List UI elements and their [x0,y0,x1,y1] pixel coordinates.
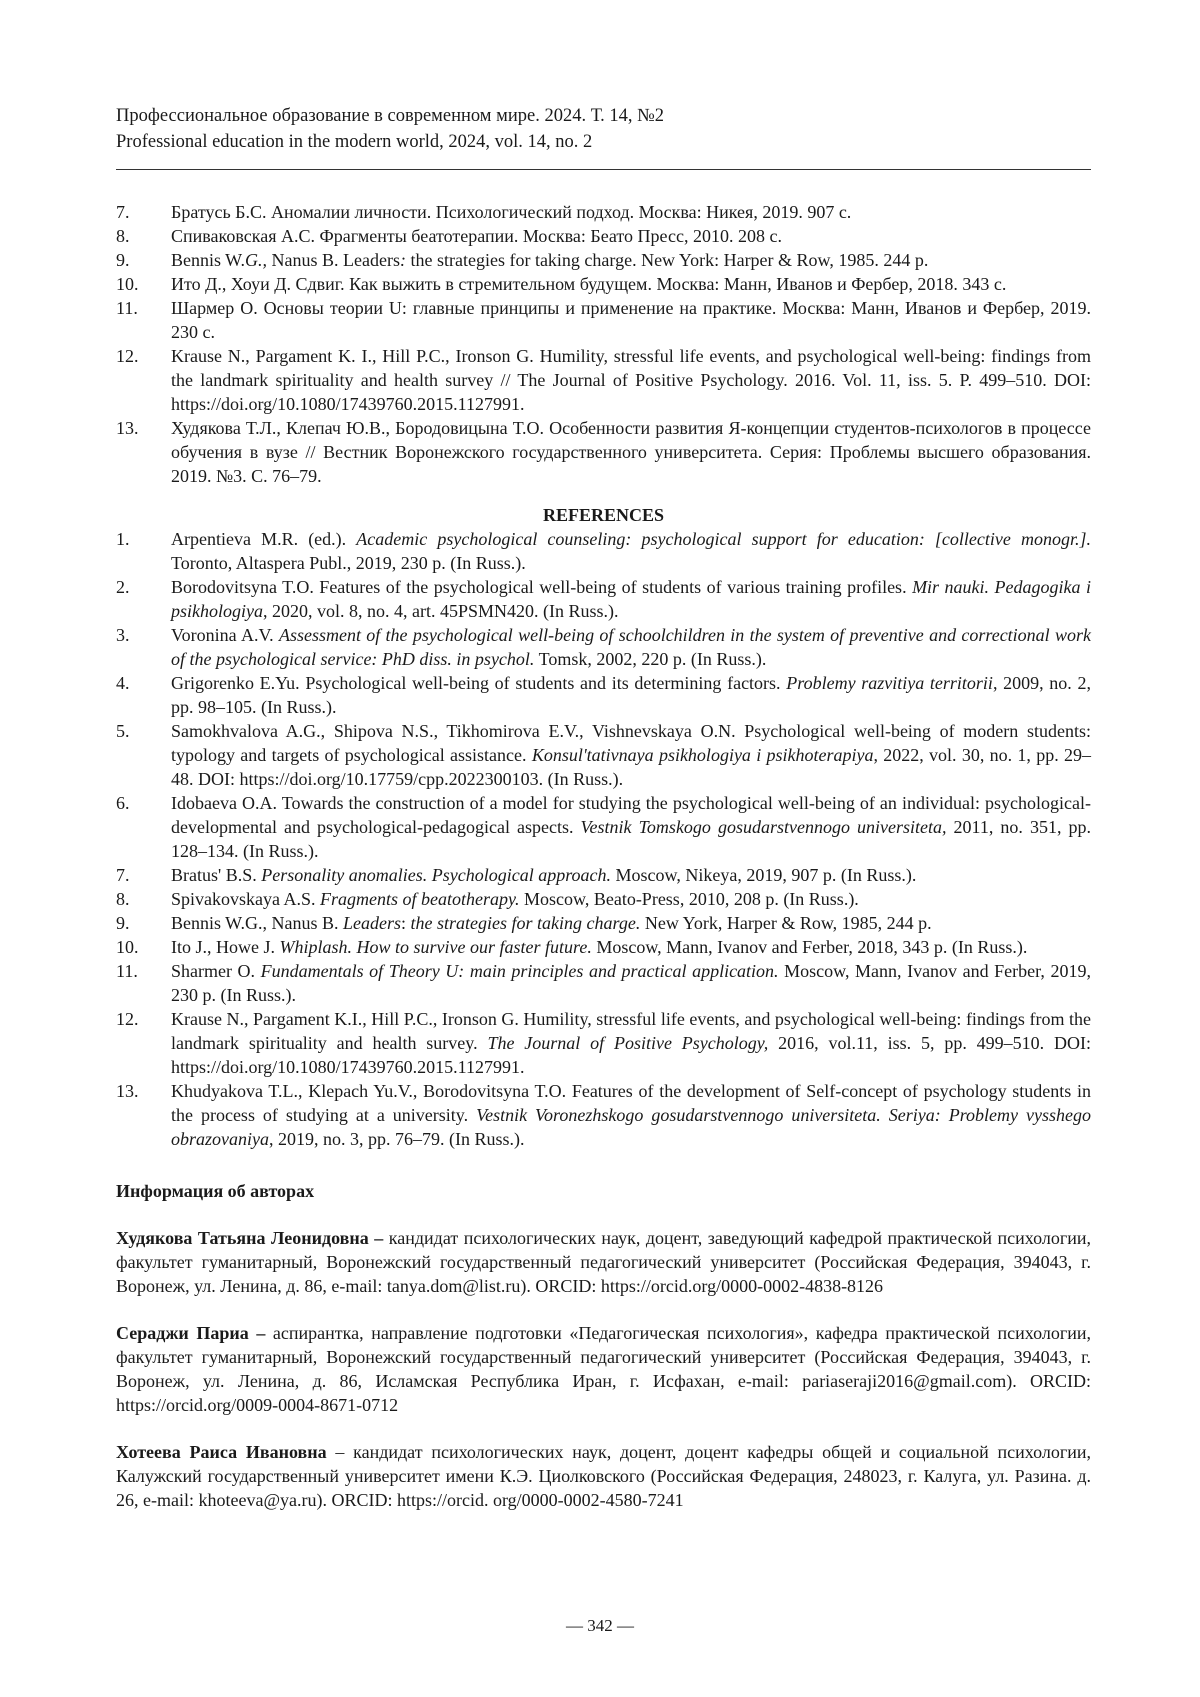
reference-italic-segment: : [400,250,406,270]
reference-text [171,527,1091,575]
authors-heading: Информация об авторах [116,1179,1091,1203]
russian-reference-item [116,224,1091,248]
reference-italic-segment: Mir nauki. Pedagogika i psikhologiya [171,577,1091,621]
main-content [116,200,1091,1512]
reference-number: 2. [116,575,171,623]
author-name: Хотеева Раиса Ивановна [116,1442,327,1462]
reference-segment: , 2009, no. 2, pp. 98–105. (In Russ.). [171,673,1091,717]
reference-item [116,527,1091,575]
reference-number: 8. [116,224,171,248]
reference-segment: Спиваковская А.С. Фрагменты беатотерапии. Москва: Беато Пресс, 2010. 208 с. [171,226,782,246]
reference-item [116,863,1091,887]
reference-number: 10. [116,272,171,296]
reference-text [171,623,1091,671]
author-entry [116,1440,1091,1512]
reference-text [171,296,1091,344]
russian-reference-item [116,344,1091,416]
russian-reference-item [116,296,1091,344]
reference-text [171,1079,1091,1151]
reference-item [116,719,1091,791]
reference-text [171,575,1091,623]
page [0,0,1200,1697]
reference-italic-segment: Problemy razvitiya territorii [786,673,993,693]
reference-number: 11. [116,296,171,344]
reference-segment: Bennis W.G., Nanus B. [171,913,343,933]
reference-text [171,911,1091,935]
reference-italic-segment: Fragments of beatotherapy. [320,889,519,909]
reference-segment: , 2022, vol. 30, no. 1, pp. 29–48. DOI: https://doi.org/10.17759/cpp.2022300103. (In Russ.). [171,745,1091,789]
reference-segment: Krause N., Pargament K.I., Hill P.C., Ironson G. Humility, stressful life events, and psychological well-being: findings from the landmark spirituality and health survey. [171,1009,1091,1053]
reference-segment: Khudyakova T.L., Klepach Yu.V., Borodovitsyna T.O. Features of the development of Self-concept of psychology students in the process of studying at a university. [171,1081,1091,1125]
author-list [116,1226,1091,1512]
reference-text [171,272,1091,296]
reference-text [171,863,1091,887]
reference-segment: Spivakovskaya A.S. [171,889,320,909]
reference-segment: New York, Harper & Row, 1985, 244 p. [640,913,931,933]
reference-italic-segment: Vestnik Voronezhskogo gosudarstvennogo universiteta. Seriya: Problemy vysshego obrazovaniya [171,1105,1091,1149]
reference-segment: , 2019, no. 3, pp. 76–79. (In Russ.). [269,1129,525,1149]
reference-italic-segment: The Journal of Positive Psychology, [487,1033,768,1053]
page-number: — 342 — [0,1616,1200,1636]
reference-number: 3. [116,623,171,671]
reference-number: 10. [116,935,171,959]
reference-italic-segment: Personality anomalies. Psychological approach. [261,865,611,885]
journal-header-ru: Профессиональное образование в современном мире. 2024. Т. 14, №2 [116,103,1091,129]
reference-number: 6. [116,791,171,863]
reference-segment: Tomsk, 2002, 220 p. (In Russ.). [534,649,766,669]
reference-segment: Samokhvalova A.G., Shipova N.S., Tikhomirova E.V., Vishnevskaya O.N. Psychological well-being of modern students: typology and targets of psychological assistance. [171,721,1091,765]
reference-number: 9. [116,911,171,935]
reference-segment: Bratus' B.S. [171,865,261,885]
reference-segment: Sharmer O. [171,961,261,981]
reference-italic-segment: Konsul'tativnaya psikhologiya i psikhoterapiya [532,745,874,765]
reference-item [116,1079,1091,1151]
reference-segment: Krause N., Pargament K. I., Hill P.C., Ironson G. Humility, stressful life events, and psychological well-being: findings from the landmark spirituality and health survey // The Journal of Positive Psychology. 2016. Vol. 11, iss. 5. P. 499–510. DOI: https://doi.org/10.1080/17439760.2015.1127991. [171,346,1091,414]
reference-number: 13. [116,416,171,488]
reference-italic-segment: Vestnik Tomskogo gosudarstvennogo universiteta, [581,817,947,837]
reference-segment: Idobaeva O.A. Towards the construction of a model for studying the psychological well-being of an individual: psychological-developmental and psychological-pedagogical aspects. [171,793,1091,837]
reference-segment: Borodovitsyna T.O. Features of the psychological well-being of students of various training profiles. [171,577,912,597]
author-details: кандидат психологических наук, доцент, заведующий кафедрой практической психологии, факультет гуманитарный, Воронежский государственный педагогический университет (Российская Федерация, 394043, г. Воронеж, ул. Ленина, д. 86, e-mail: tanya.dom@list.ru). ORCID: https://orcid.org/0000-0002-4838-8126 [116,1228,1091,1296]
reference-segment: 2016, vol.11, iss. 5, pp. 499–510. DOI: https://doi.org/10.1080/17439760.2015.1127991. [171,1033,1091,1077]
reference-number: 5. [116,719,171,791]
reference-segment: Moscow, Mann, Ivanov and Ferber, 2018, 343 p. (In Russ.). [592,937,1028,957]
reference-number: 12. [116,1007,171,1079]
reference-text [171,719,1091,791]
reference-list [116,527,1091,1151]
reference-segment: Moscow, Nikeya, 2019, 907 p. (In Russ.). [611,865,916,885]
reference-segment: Toronto, Altaspera Publ., 2019, 230 p. (In Russ.). [171,553,526,573]
reference-segment: Bennis W. [171,250,245,270]
author-name: Худякова Татьяна Леонидовна – [116,1228,383,1248]
reference-item [116,1007,1091,1079]
reference-text [171,959,1091,1007]
reference-item [116,935,1091,959]
reference-italic-segment: the strategies for taking charge. [411,913,641,933]
reference-segment: Moscow, Beato-Press, 2010, 208 p. (In Russ.). [520,889,859,909]
journal-header-en: Professional education in the modern world, 2024, vol. 14, no. 2 [116,129,1091,155]
reference-segment: Шармер О. Основы теории U: главные принципы и применение на практике. Москва: Манн, Иванов и Фербер, 2019. 230 с. [171,298,1091,342]
reference-segment: Grigorenko E.Yu. Psychological well-being of students and its determining factors. [171,673,786,693]
reference-text [171,791,1091,863]
reference-italic-segment: Whiplash. How to survive our faster future. [280,937,592,957]
reference-segment: Voronina A.V. [171,625,279,645]
reference-item [116,911,1091,935]
reference-text [171,200,1091,224]
reference-italic-segment: G., [245,250,267,270]
header-divider [116,169,1091,170]
reference-item [116,623,1091,671]
reference-text [171,224,1091,248]
reference-italic-segment: Leaders [343,913,401,933]
author-entry [116,1321,1091,1417]
reference-segment: Nanus B. Leaders [267,250,400,270]
reference-italic-segment: Assessment of the psychological well-being of schoolchildren in the system of preventive and correctional work of the psychological service: PhD diss. in psychol. [171,625,1091,669]
author-name: Сераджи Париа – [116,1323,265,1343]
reference-segment: : [401,913,411,933]
reference-number: 9. [116,248,171,272]
reference-number: 7. [116,863,171,887]
references-heading: REFERENCES [116,503,1091,527]
reference-item [116,887,1091,911]
reference-item [116,959,1091,1007]
reference-text [171,887,1091,911]
author-entry [116,1226,1091,1298]
reference-segment: Братусь Б.С. Аномалии личности. Психологический подход. Москва: Никея, 2019. 907 с. [171,202,851,222]
reference-segment: , 2020, vol. 8, no. 4, art. 45PSMN420. (In Russ.). [263,601,619,621]
reference-segment: Худякова Т.Л., Клепач Ю.В., Бородовицына Т.О. Особенности развития Я-концепции студентов-психологов в процессе обучения в вузе // Вестник Воронежского государственного университета. Серия: Проблемы высшего образования. 2019. №3. С. 76–79. [171,418,1091,486]
reference-number: 1. [116,527,171,575]
reference-text [171,416,1091,488]
russian-reference-item [116,416,1091,488]
reference-number: 11. [116,959,171,1007]
author-details: аспирантка, направление подготовки «Педагогическая психология», кафедра практической психологии, факультет гуманитарный, Воронежский государственный педагогический университет (Российская Федерация, 394043, г. Воронеж, ул. Ленина, д. 86, Исламская Республика Иран, г. Исфахан, e-mail: pariaseraji2016@gmail.com). ORCID: https://orcid.org/0009-0004-8671-0712 [116,1323,1091,1415]
russian-reference-item [116,200,1091,224]
reference-number: 8. [116,887,171,911]
reference-number: 4. [116,671,171,719]
reference-text [171,935,1091,959]
reference-segment: Ито Д., Хоуи Д. Сдвиг. Как выжить в стремительном будущем. Москва: Манн, Иванов и Фербер, 2018. 343 с. [171,274,1006,294]
reference-italic-segment: Fundamentals of Theory U: main principles and practical application. [261,961,779,981]
reference-number: 12. [116,344,171,416]
reference-text [171,1007,1091,1079]
russian-reference-item [116,248,1091,272]
russian-reference-item [116,272,1091,296]
author-details: – кандидат психологических наук, доцент, доцент кафедры общей и социальной психологии, Калужский государственный университет имени К.Э. Циолковского (Российская Федерация, 248023, г. Калуга, ул. Разина. д. 26, e-mail: khoteeva@ya.ru). ORCID: https://orcid. org/0000-0002-4580-7241 [116,1442,1091,1510]
reference-item [116,791,1091,863]
journal-header [116,103,1091,155]
russian-reference-list [116,200,1091,488]
reference-segment: Ito J., Howe J. [171,937,280,957]
reference-text [171,344,1091,416]
reference-number: 13. [116,1079,171,1151]
reference-text [171,248,1091,272]
reference-segment: Moscow, Mann, Ivanov and Ferber, 2019, 230 p. (In Russ.). [171,961,1091,1005]
reference-segment: 2011, no. 351, pp. 128–134. (In Russ.). [171,817,1091,861]
reference-segment: the strategies for taking charge. New York: Harper & Row, 1985. 244 p. [406,250,928,270]
reference-italic-segment: Academic psychological counseling: psychological support for education: [collective monogr.]. [356,529,1091,549]
reference-segment: Arpentieva M.R. (ed.). [171,529,356,549]
reference-item [116,671,1091,719]
reference-number: 7. [116,200,171,224]
reference-item [116,575,1091,623]
reference-text [171,671,1091,719]
